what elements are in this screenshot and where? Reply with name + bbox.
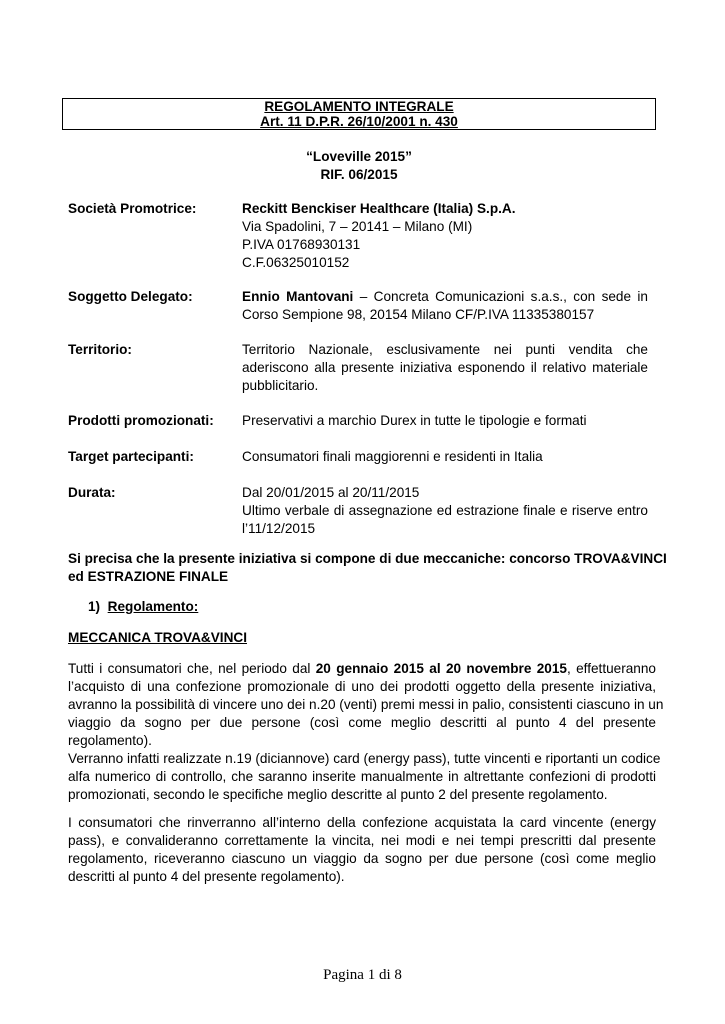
p3-line-1: I consumatori che rinverranno all’interno della confezione acquistata la card vincente (energy	[68, 815, 656, 830]
p2-line-2: alfa numerico di controllo, che saranno inserite manualmente in altrettante confezioni di prodotti	[68, 769, 656, 784]
p3-line-4: descritti al punto 4 del presente regolamento).	[68, 869, 345, 884]
target-value	[242, 448, 648, 466]
duration-label: Durata:	[68, 485, 116, 500]
duration-line-3: l’11/12/2015	[242, 521, 316, 536]
territory-line-1: Territorio Nazionale, esclusivamente nei punti vendita che	[242, 342, 648, 357]
title-box	[62, 98, 656, 130]
promoter-piva: P.IVA 01768930131	[242, 237, 361, 252]
products-text: Preservativi a marchio Durex in tutte le tipologie e formati	[242, 413, 587, 428]
delegate-value	[242, 288, 648, 324]
p1-line-4: viaggio da sogno per due persone (così come meglio descritti al punto 4 del presente	[68, 715, 656, 730]
delegate-line-1	[242, 288, 648, 306]
mechanic-heading: MECCANICA TROVA&VINCI	[68, 630, 247, 645]
note-line-1: Si precisa che la presente iniziativa si compone di due meccaniche: concorso TROVA&VINCI	[68, 551, 667, 566]
paragraph-2	[68, 750, 661, 804]
delegate-label: Soggetto Delegato:	[68, 289, 193, 304]
section-title: Regolamento:	[107, 599, 199, 614]
promoter-name: Reckitt Benckiser Healthcare (Italia) S.p.A.	[242, 201, 516, 216]
p1-line-1	[68, 660, 656, 678]
paragraph-1	[68, 660, 664, 750]
territory-label: Territorio:	[68, 342, 132, 357]
contest-header	[62, 148, 656, 184]
p1-line-5: regolamento).	[68, 733, 152, 748]
p2-line-3: promozionati, secondo le specifiche meglio descritte al punto 2 del presente regolamento.	[68, 787, 608, 802]
territory-line-2: aderiscono alla presente iniziativa esponendo il relativo materiale	[242, 360, 648, 375]
p3-line-2: pass), e convalideranno correttamente la vincita, nei modi e nei tempi prescritti dal presente	[68, 833, 656, 848]
title-line-2: Art. 11 D.P.R. 26/10/2001 n. 430	[260, 114, 458, 129]
p1-line-1-a: Tutti i consumatori che, nel periodo dal	[68, 661, 316, 676]
p3-line-3: regolamento, riceveranno ciascuno un viaggio da sogno per due persone (così come meglio	[68, 851, 656, 866]
p1-period: 20 gennaio 2015 al 20 novembre 2015	[315, 661, 567, 676]
territory-line-3: pubblicitario.	[242, 378, 319, 393]
p1-line-3: avranno la possibilità di vincere uno dei n.20 (venti) premi messi in palio, consistenti ciascuno in un	[68, 697, 664, 712]
page-number: Pagina 1 di 8	[323, 967, 402, 983]
note-line-2: ed ESTRAZIONE FINALE	[68, 569, 229, 584]
duration-value	[242, 484, 648, 538]
paragraph-3	[68, 814, 656, 886]
target-label: Target partecipanti:	[68, 449, 194, 464]
promoter-address: Via Spadolini, 7 – 20141 – Milano (MI)	[242, 219, 473, 234]
p1-line-2: l’acquisto di una confezione promozionale di uno dei prodotti oggetto della presente iniziativa,	[68, 679, 656, 694]
promoter-cf: C.F.06325010152	[242, 255, 350, 270]
target-text: Consumatori finali maggiorenni e residenti in Italia	[242, 449, 543, 464]
products-label: Prodotti promozionati:	[68, 413, 214, 428]
products-value	[242, 412, 648, 430]
promoter-value	[242, 200, 648, 272]
mechanics-note	[68, 550, 667, 586]
delegate-name: Ennio Mantovani	[242, 289, 354, 304]
duration-line-2: Ultimo verbale di assegnazione ed estrazione finale e riserve entro	[242, 503, 648, 518]
contest-name: “Loveville 2015”	[306, 149, 412, 164]
delegate-line-1-rest: – Concreta Comunicazioni s.a.s., con sede in	[353, 289, 648, 304]
duration-line-1: Dal 20/01/2015 al 20/11/2015	[242, 485, 420, 500]
delegate-line-2: Corso Sempione 98, 20154 Milano CF/P.IVA 11335380157	[242, 307, 595, 322]
section-regolamento	[88, 598, 198, 616]
p2-line-1: Verranno infatti realizzate n.19 (diciannove) card (energy pass), tutte vincenti e riportanti un codice	[68, 751, 661, 766]
title-line-1: REGOLAMENTO INTEGRALE	[264, 99, 454, 114]
territory-value	[242, 341, 648, 395]
contest-ref: RIF. 06/2015	[320, 167, 398, 182]
section-number: 1)	[88, 599, 101, 614]
promoter-label: Società Promotrice:	[68, 201, 197, 216]
p1-line-1-c: , effettueranno	[566, 661, 656, 676]
